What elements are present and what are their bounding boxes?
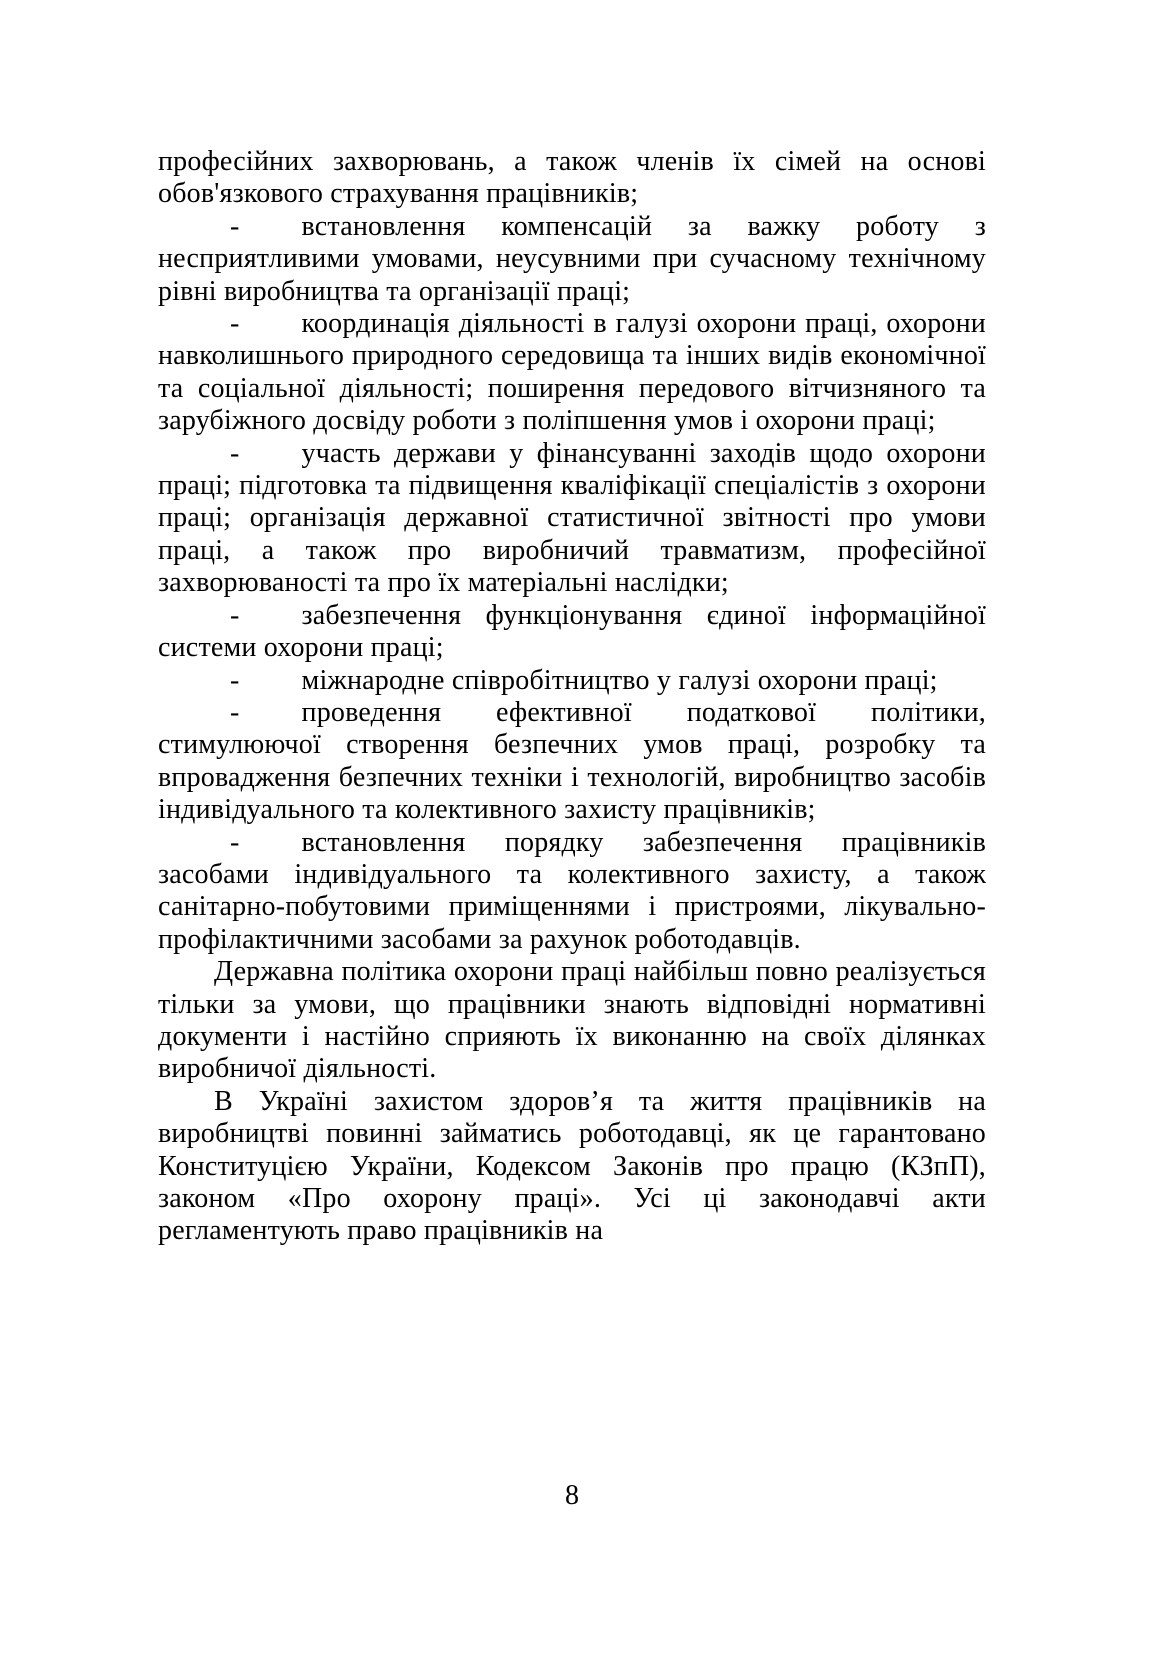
bullet-paragraph [158,827,986,957]
paragraph-text: встановлення компенсацій за важку роботу з несприятливими умовами, неусувними при сучасному технічному рівні виробництва та організації праці; [158,210,986,307]
bullet-paragraph [158,211,986,308]
paragraph: професійних захворювань, а також членів їх сімей на основі обов'язкового страхування працівників; [158,146,986,210]
bullet-paragraph [158,308,986,438]
paragraph-text: міжнародне співробітництво у галузі охорони праці; [301,664,938,696]
bullet-dash: - [230,664,240,696]
paragraph-text: участь держави у фінансуванні заходів щодо охорони праці; підготовка та підвищення кваліфікації спеціалістів з охорони праці; організація державної статистичної звітності про умови праці, а також про виробничий травматизм, професійної захворюваності та про їх матеріальні наслідки; [158,437,986,599]
bullet-paragraph [158,665,986,697]
bullet-dash: - [230,308,240,340]
bullet-dash: - [230,696,240,728]
paragraph-text: забезпечення функціонування єдиної інформаційної системи охорони праці; [158,599,986,664]
paragraph: В Україні захистом здоров’я та життя працівників на виробництві повинні займатись роботодавці, як це гарантовано Конституцією України, Кодексом Законів про працю (КЗпП), законом «Про охорону праці». Усі ці законодавчі акти регламентують право працівників на [158,1085,986,1247]
paragraph-text: координація діяльності в галузі охорони праці, охорони навколишнього природного середовища та інших видів економічної та соціальної діяльності; поширення передового вітчизняного та зарубіжного досвіду роботи з поліпшення умов і охорони праці; [158,308,986,437]
bullet-dash: - [230,437,240,469]
page-number: 8 [565,1480,579,1511]
bullet-dash: - [230,826,240,858]
paragraph-text: встановлення порядку забезпечення працівників засобами індивідуального та колективного захисту, а також санітарно-побутовими приміщеннями і пристроями, лікувально-профілактичними засобами за рахунок роботодавців. [158,826,986,955]
bullet-paragraph [158,600,986,665]
paragraph: Державна політика охорони праці найбільш повно реалізується тільки за умови, що працівники знають відповідні нормативні документи і настійно сприяють їх виконанню на своїх ділянках виробничої діяльності. [158,956,986,1085]
paragraph-text: проведення ефективної податкової політики, стимулюючої створення безпечних умов праці, розробку та впровадження безпечних техніки і технологій, виробництво засобів індивідуального та колективного захисту працівників; [158,696,986,826]
bullet-paragraph [158,438,986,600]
bullet-dash: - [230,210,240,242]
bullet-paragraph [158,697,986,827]
bullet-dash: - [230,599,240,631]
text-block [158,146,986,1248]
